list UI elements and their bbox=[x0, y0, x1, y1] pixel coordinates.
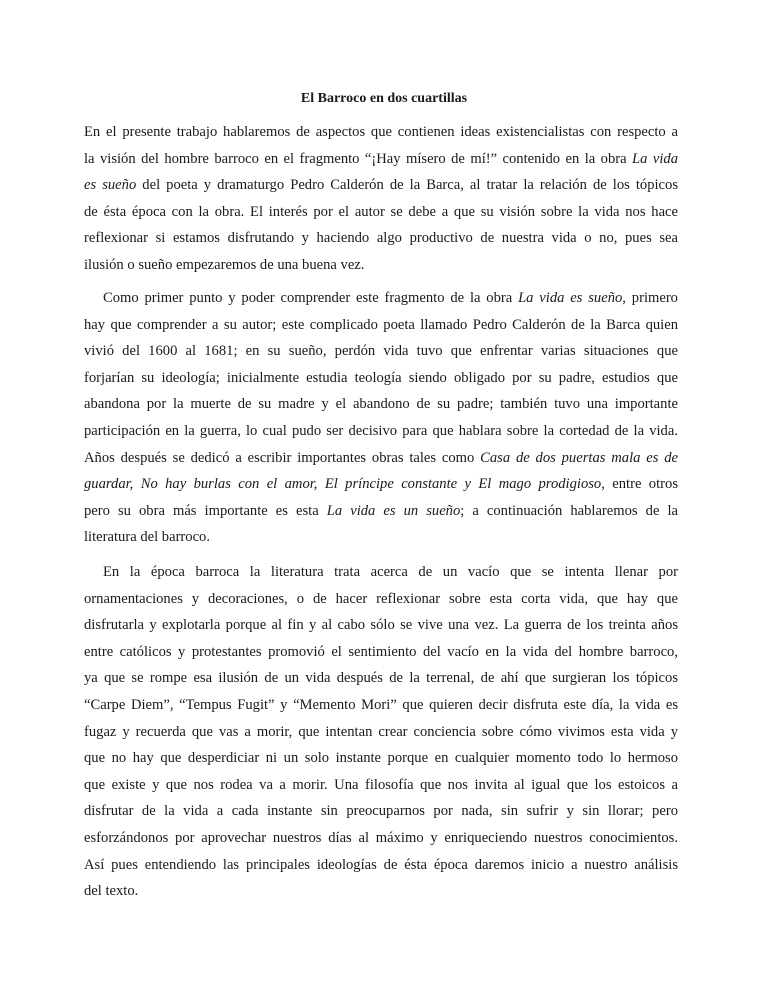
paragraph-line: entre católicos y protestantes promovió el sentimiento del vacío en la vida del hombre barroco, bbox=[84, 643, 678, 660]
work-title: La vida es sueño, bbox=[518, 290, 626, 306]
work-title: La vida bbox=[632, 150, 678, 167]
paragraph-line: disfrutarla y explotarla porque al fin y al cabo sólo se vive una vez. La guerra de los treinta años bbox=[84, 617, 678, 634]
paragraph-line: reflexionar si estamos disfrutando y haciendo algo productivo de nuestra vida o no, pues sea bbox=[84, 230, 678, 247]
paragraph-line: Años después se dedicó a escribir importantes obras tales como Casa de dos puertas mala es de bbox=[84, 449, 678, 466]
paragraph-line: de ésta época con la obra. El interés por el autor se debe a que su visión sobre la vida nos hace bbox=[84, 203, 678, 220]
paragraph-line: fugaz y recuerda que vas a morir, que intentan crear conciencia sobre cómo vivimos esta vida y bbox=[84, 723, 678, 740]
paragraph-line: ornamentaciones y decoraciones, o de hacer reflexionar sobre esta corta vida, que hay que bbox=[84, 590, 678, 607]
paragraph-line: ilusión o sueño empezaremos de una buena vez. bbox=[84, 256, 365, 273]
paragraph-3 bbox=[84, 559, 678, 905]
work-title: La vida es un sueño bbox=[326, 502, 461, 519]
page-title: El Barroco en dos cuartillas bbox=[300, 91, 468, 106]
work-title: guardar, No hay burlas con el amor, El príncipe constante y El mago prodigioso bbox=[84, 476, 602, 493]
paragraph-line: pero su obra más importante es esta La vida es un sueño; a continuación hablaremos de la bbox=[84, 502, 678, 519]
paragraph-line: En el presente trabajo hablaremos de aspectos que contienen ideas existencialistas con respecto a bbox=[84, 124, 678, 140]
paragraph-1 bbox=[84, 119, 678, 279]
paragraph-line: ya que se rompe esa ilusión de un vida después de la terrenal, de ahí que surgieran los tópicos bbox=[84, 670, 678, 687]
paragraph-line: disfrutar de la vida a cada instante sin preocuparnos por nada, sin sufrir y sin llorar; pero bbox=[84, 803, 678, 820]
paragraph-line: Como primer punto y poder comprender este fragmento de la obra La vida es sueño, primero bbox=[103, 290, 678, 306]
paragraph-line: guardar, No hay burlas con el amor, El príncipe constante y El mago prodigioso, entre otros bbox=[84, 476, 678, 493]
paragraph-line: del texto. bbox=[84, 883, 139, 900]
paragraph-line: literatura del barroco. bbox=[84, 529, 211, 546]
paragraph-line: es sueño del poeta y dramaturgo Pedro Calderón de la Barca, al tratar la relación de los tópicos bbox=[84, 177, 678, 194]
paragraph-line: que existe y que nos rodea va a morir. Una filosofía que nos invita al igual que los estoicos a bbox=[84, 776, 678, 793]
paragraph-line: forjarían su ideología; inicialmente estudia teología siendo obligado por su padre, estudios que bbox=[84, 369, 678, 386]
paragraph-line: que no hay que desperdiciar ni un solo instante porque en cualquier momento todo lo hermoso bbox=[84, 750, 678, 767]
paragraph-2 bbox=[84, 285, 678, 551]
paragraph-line: abandona por la muerte de su madre y el abandono de su padre; también tuvo una importante bbox=[84, 396, 678, 413]
paragraph-line: la visión del hombre barroco en el fragmento “¡Hay mísero de mí!” contenido en la obra La vida bbox=[84, 150, 678, 167]
work-title: Casa de dos puertas mala es de bbox=[480, 449, 678, 466]
paragraph-line: En la época barroca la literatura trata acerca de un vacío que se intenta llenar por bbox=[103, 564, 678, 580]
paragraph-line: vivió del 1600 al 1681; en su sueño, perdón vida tuvo que enfrentar varias situaciones que bbox=[84, 343, 678, 360]
paragraph-line: esforzándonos por aprovechar nuestros días al máximo y enriqueciendo nuestros conocimientos. bbox=[84, 829, 678, 846]
paragraph-line: participación en la guerra, lo cual pudo ser decisivo para que hablara sobre la cortedad de la vida. bbox=[84, 422, 678, 439]
paragraph-line: hay que comprender a su autor; este complicado poeta llamado Pedro Calderón de la Barca quien bbox=[84, 316, 678, 333]
work-title: es sueño bbox=[84, 177, 137, 194]
paragraph-line: “Carpe Diem”, “Tempus Fugit” y “Memento Mori” que quieren decir disfruta este día, la vida es bbox=[84, 696, 678, 713]
paragraph-line: Así pues entendiendo las principales ideologías de ésta época daremos inicio a nuestro análisis bbox=[84, 856, 678, 873]
